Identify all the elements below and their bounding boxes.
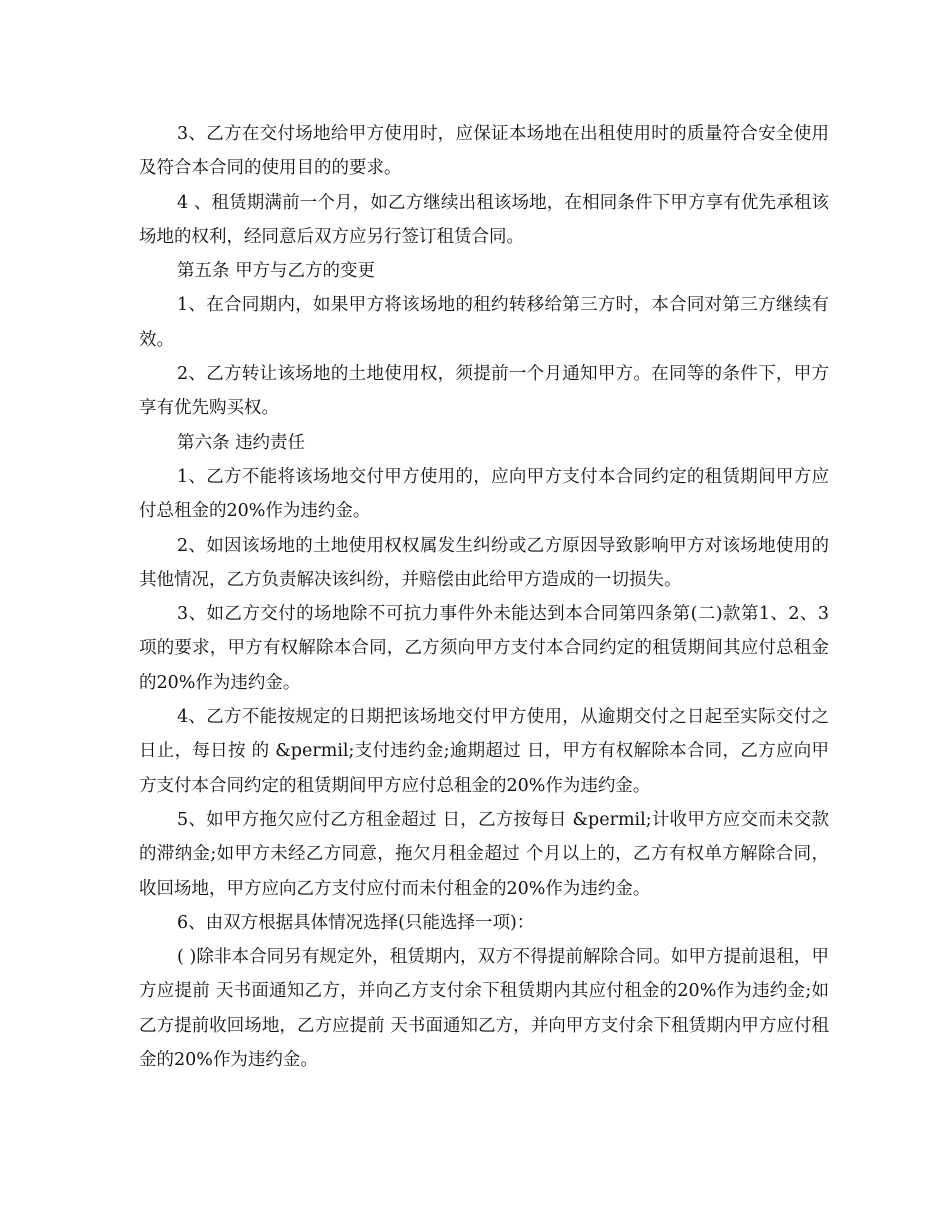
section-5-heading: 第五条 甲方与乙方的变更 <box>177 261 376 282</box>
section-6-heading: 第六条 违约责任 <box>177 432 306 453</box>
section-6-option-paragraph: ( )除非本合同另有规定外，租赁期内，双方不得提前解除合同。如甲方提前退租，甲方应提前 天书面通知乙方，并向乙方支付余下租赁期内其应付租金的20%作为违约金;如乙方提前收回场地，乙方应提前 天书面通知乙方，并向甲方支付余下租赁期内甲方应付租金的20%作为违约金。 <box>139 947 829 1071</box>
section-6-item-4: 4、乙方不能按规定的日期把该场地交付甲方使用，从逾期交付之日起至实际交付之日止，每日按 的 &permil;支付违约金;逾期超过 日，甲方有权解除本合同，乙方应向甲方支付本合同约定的租赁期间甲方应付总租金的20%作为违约金。 <box>139 707 829 796</box>
section-6-item-6: 6、由双方根据具体情况选择(只能选择一项)： <box>177 912 535 933</box>
contract-text <box>139 117 829 1077</box>
clause-3-paragraph: 3、乙方在交付场地给甲方使用时，应保证本场地在出租使用时的质量符合安全使用及符合本合同的使用目的的要求。 <box>139 124 829 179</box>
section-5-item-1: 1、在合同期内，如果甲方将该场地的租约转移给第三方时，本合同对第三方继续有效。 <box>139 295 829 350</box>
section-6-item-1: 1、乙方不能将该场地交付甲方使用的，应向甲方支付本合同约定的租赁期间甲方应付总租金的20%作为违约金。 <box>139 466 829 522</box>
section-6-item-5: 5、如甲方拖欠应付乙方租金超过 日，乙方按每日 &permil;计收甲方应交而未交款的滞纳金;如甲方未经乙方同意，拖欠月租金超过 个月以上的，乙方有权单方解除合同，收回场地，甲方应向乙方支付应付而未付租金的20%作为违约金。 <box>139 809 829 899</box>
clause-4-paragraph: 4 、租赁期满前一个月，如乙方继续出租该场地，在相同条件下甲方享有优先承租该场地的权利，经同意后双方应另行签订租赁合同。 <box>139 192 829 247</box>
section-6-item-2: 2、如因该场地的土地使用权权属发生纠纷或乙方原因导致影响甲方对该场地使用的其他情况，乙方负责解决该纠纷，并赔偿由此给甲方造成的一切损失。 <box>139 535 829 590</box>
section-5-item-2: 2、乙方转让该场地的土地使用权，须提前一个月通知甲方。在同等的条件下，甲方享有优先购买权。 <box>139 364 829 419</box>
section-6-item-3: 3、如乙方交付的场地除不可抗力事件外未能达到本合同第四条第(二)款第1、2、3项的要求，甲方有权解除本合同，乙方须向甲方支付本合同约定的租赁期间其应付总租金的20%作为违约金。 <box>139 604 829 693</box>
